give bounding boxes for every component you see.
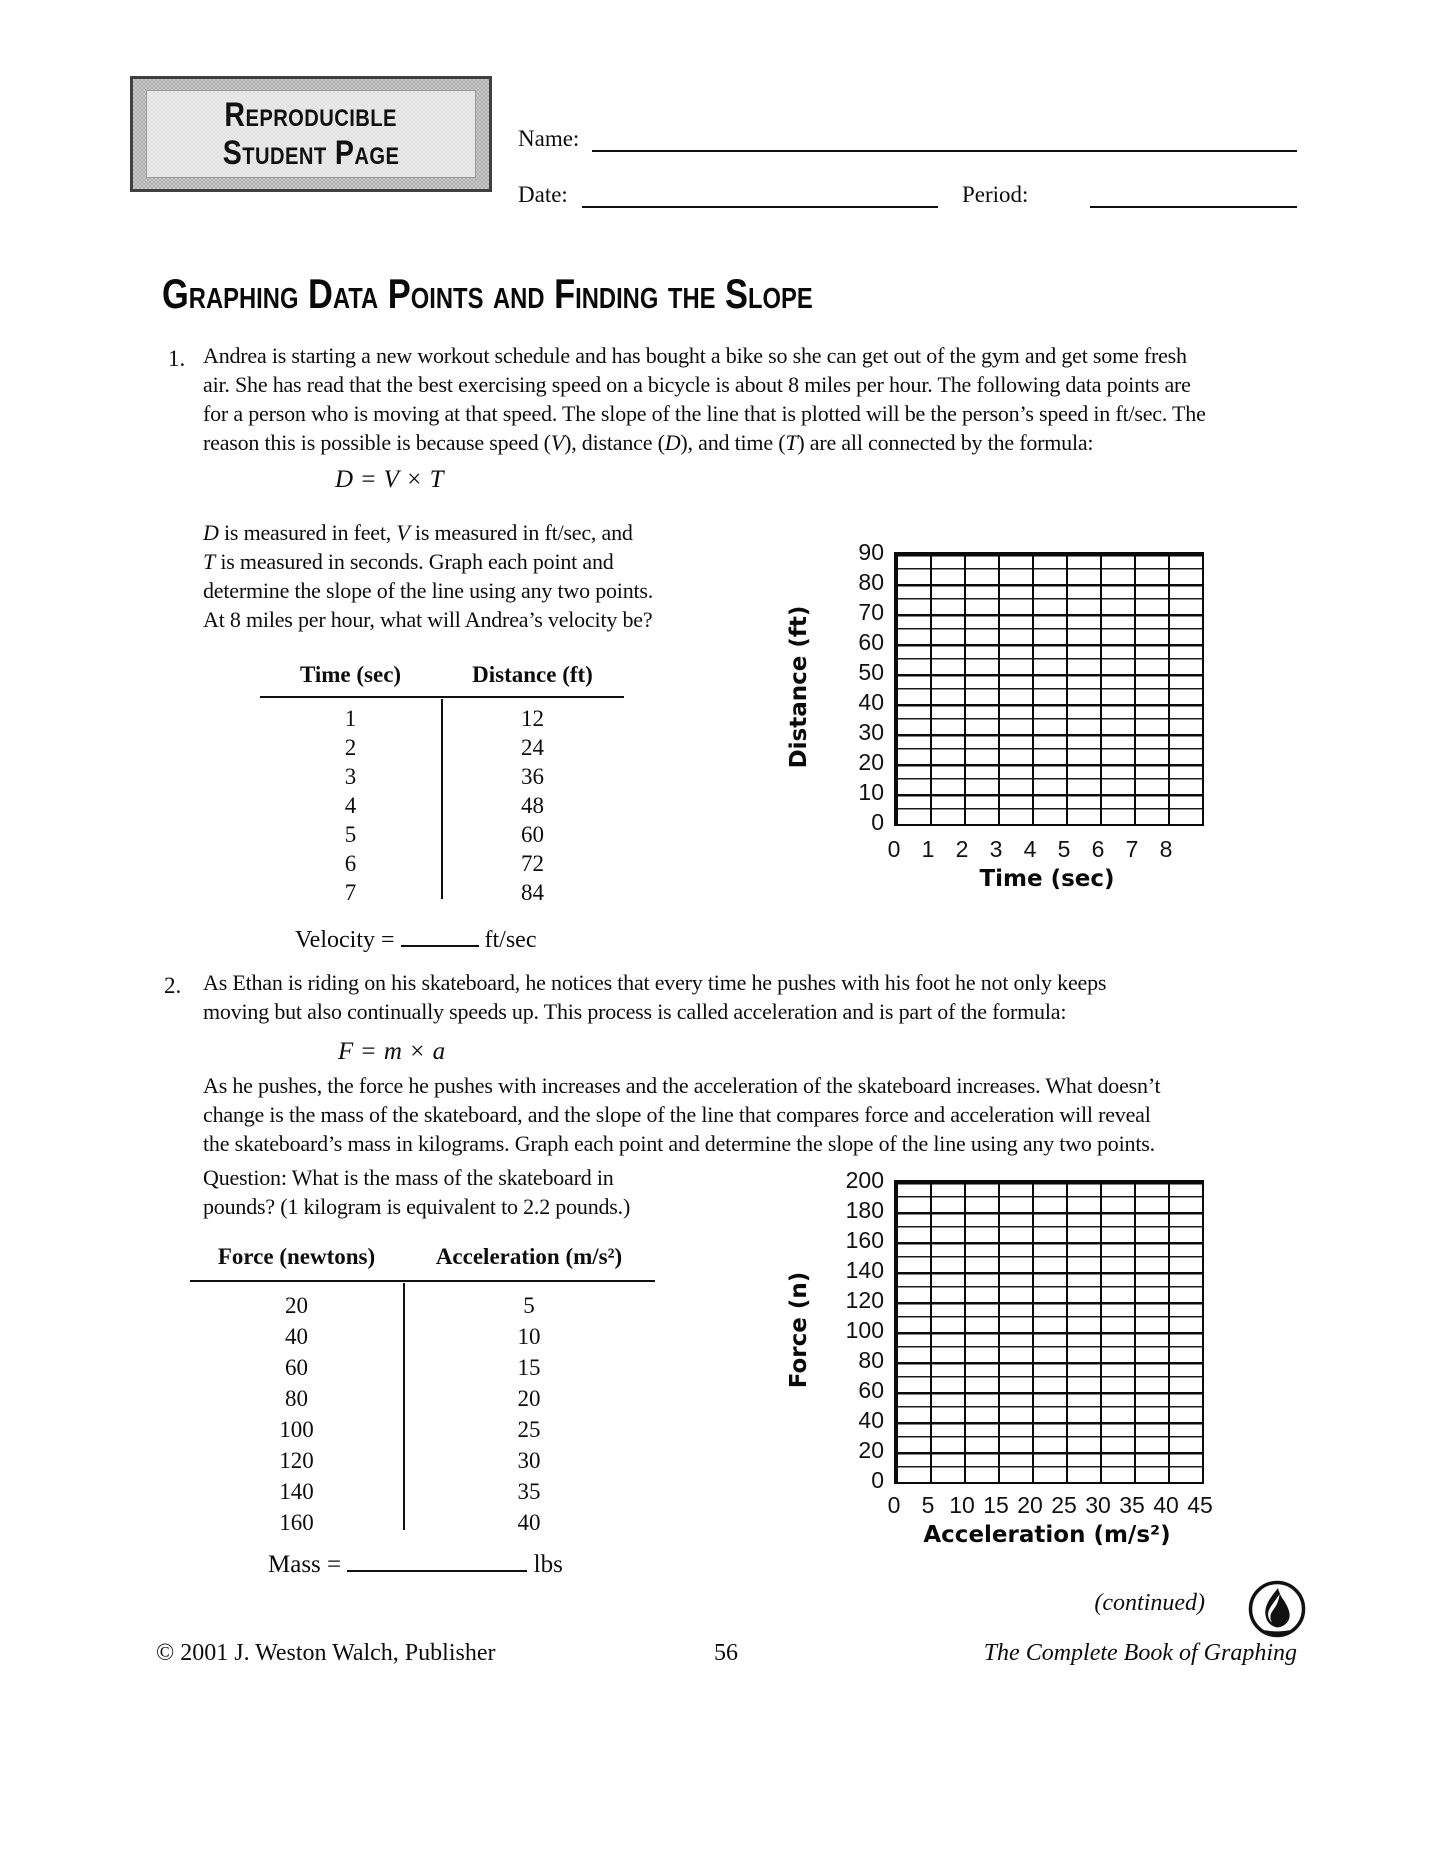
y-tick-label: 40: [858, 689, 884, 715]
x-tick-label: 3: [989, 836, 1003, 862]
badge-line-1: Reproducible: [224, 96, 398, 134]
text-segment: ×: [402, 1038, 433, 1065]
x-tick-label: 25: [1051, 1492, 1077, 1518]
page-title: Graphing Data Points and Finding the Slope: [162, 270, 813, 317]
text-segment: V: [383, 466, 400, 493]
flame-icon: [1245, 1578, 1309, 1642]
text-line: 7: [344, 880, 357, 905]
text-segment: T: [429, 466, 445, 493]
y-tick-label: 180: [845, 1197, 884, 1223]
text-line: Question: What is the mass of the skateboard in: [203, 1165, 614, 1190]
x-tick-label: 35: [1119, 1492, 1145, 1518]
publisher-flame-logo: [1245, 1578, 1309, 1642]
continued-note: (continued): [1094, 1590, 1205, 1616]
force-acceleration-table: [190, 1244, 655, 1544]
x-axis-title: Acceleration (m/s²): [923, 1522, 1171, 1548]
text-line: pounds? (1 kilogram is equivalent to 2.2 pounds.): [203, 1194, 631, 1219]
text-line: 160: [279, 1510, 314, 1535]
text-segment: D: [664, 430, 681, 455]
text-line: 12: [521, 706, 544, 731]
text-segment: ×: [399, 466, 430, 493]
table2-force-values: [190, 1290, 403, 1538]
y-tick-label: 100: [845, 1317, 884, 1343]
text-line: 36: [521, 764, 544, 789]
table2-acceleration-values: [403, 1290, 655, 1538]
text-line: 72: [521, 851, 544, 876]
table1-distance-values: [441, 704, 624, 907]
y-tick-label: 140: [845, 1257, 884, 1283]
problem1-intro: [203, 341, 1206, 457]
text-line: determine the slope of the line using any two points.: [203, 578, 654, 603]
text-line: 1: [344, 706, 357, 731]
text-line: 35: [517, 1479, 541, 1504]
x-axis-title: Time (sec): [979, 866, 1115, 892]
problem2-question: [203, 1163, 630, 1221]
text-segment: =: [354, 1038, 384, 1065]
problem1-number: 1.: [168, 346, 186, 371]
y-tick-label: 0: [871, 809, 884, 835]
y-tick-label: 80: [858, 1347, 884, 1373]
velocity-answer-prefix: Velocity =: [295, 927, 395, 953]
mass-answer-suffix: lbs: [533, 1551, 563, 1578]
text-segment: V: [550, 430, 565, 455]
text-line: change is the mass of the skateboard, and the slope of the line that compares force and acceleration will reveal: [203, 1102, 1151, 1127]
y-tick-label: 20: [858, 1437, 884, 1463]
period-label: Period:: [962, 182, 1029, 207]
x-tick-label: 10: [949, 1492, 975, 1518]
badge-line-2: Student Page: [222, 134, 400, 172]
x-tick-label: 15: [983, 1492, 1009, 1518]
text-line: 20: [285, 1293, 308, 1318]
text-segment: T: [785, 430, 798, 455]
y-tick-label: 160: [845, 1227, 884, 1253]
text-segment: V: [396, 520, 410, 545]
text-line: 25: [517, 1417, 541, 1442]
text-segment: is measured in seconds. Graph each point and: [215, 549, 614, 574]
y-tick-label: 70: [858, 599, 884, 625]
text-segment: ), and time (: [680, 430, 786, 455]
text-line: [203, 428, 1206, 457]
plot-grid[interactable]: [894, 552, 1204, 826]
text-segment: m: [383, 1038, 403, 1065]
text-segment: ) are all connected by the formula:: [797, 430, 1094, 455]
mass-answer-blank[interactable]: [347, 1550, 527, 1572]
problem2-number: 2.: [164, 973, 182, 998]
footer-book-title: The Complete Book of Graphing: [983, 1640, 1297, 1666]
table2-header-rule: [190, 1280, 655, 1282]
text-line: 60: [285, 1355, 308, 1380]
text-line: 3: [344, 764, 357, 789]
text-line: 5: [523, 1293, 535, 1318]
text-line: Andrea is starting a new workout schedule and has bought a bike so she can get out of the gym and get some fresh: [203, 343, 1187, 368]
table1-col2-header: Distance (ft): [472, 662, 593, 687]
footer-page-number: 56: [714, 1640, 738, 1666]
x-tick-label: 1: [921, 836, 935, 862]
text-line: 40: [285, 1324, 308, 1349]
text-line: As he pushes, the force he pushes with increases and the acceleration of the skateboard increases. What doesn’t: [203, 1073, 1161, 1098]
reproducible-badge-panel: [146, 90, 476, 178]
text-segment: F: [338, 1038, 355, 1065]
text-line: 5: [344, 822, 357, 847]
text-line: [203, 547, 653, 576]
text-line: 80: [285, 1386, 308, 1411]
text-line: 10: [517, 1324, 541, 1349]
text-segment: D: [203, 520, 219, 545]
x-tick-label: 8: [1159, 836, 1173, 862]
text-line: 20: [517, 1386, 541, 1411]
text-line: 2: [344, 735, 357, 760]
x-tick-label: 2: [955, 836, 969, 862]
table1-time-values: [260, 704, 441, 907]
text-line: the skateboard’s mass in kilograms. Graph each point and determine the slope of the line using any two points.: [203, 1131, 1155, 1156]
period-blank-line[interactable]: [1090, 206, 1297, 208]
y-tick-label: 40: [858, 1407, 884, 1433]
text-line: 48: [521, 793, 544, 818]
y-tick-label: 10: [858, 779, 884, 805]
text-segment: T: [203, 549, 216, 574]
problem2-description: [203, 1071, 1160, 1158]
x-tick-label: 5: [1057, 836, 1071, 862]
reproducible-badge: [130, 76, 492, 192]
velocity-answer-blank[interactable]: [401, 925, 479, 947]
problem2-intro: [203, 968, 1106, 1026]
name-label: Name:: [518, 126, 580, 151]
date-label: Date:: [518, 182, 568, 207]
x-tick-label: 20: [1017, 1492, 1043, 1518]
text-line: 40: [517, 1510, 541, 1535]
y-tick-label: 60: [858, 629, 884, 655]
y-axis-title: Distance (ft): [786, 605, 812, 769]
text-line: for a person who is moving at that speed. The slope of the line that is plotted will be the person’s speed in ft/sec. The: [203, 401, 1206, 426]
text-segment: reason this is possible is because speed (: [203, 430, 551, 455]
text-line: 6: [344, 851, 357, 876]
text-line: As Ethan is riding on his skateboard, he notices that every time he pushes with his foot he not only keeps: [203, 970, 1107, 995]
x-tick-label: 45: [1187, 1492, 1213, 1518]
x-tick-label: 40: [1153, 1492, 1179, 1518]
time-distance-table: [260, 662, 624, 905]
y-tick-label: 30: [858, 719, 884, 745]
text-line: At 8 miles per hour, what will Andrea’s velocity be?: [203, 607, 653, 632]
problem2-formula: [338, 1038, 446, 1066]
y-tick-label: 0: [871, 1467, 884, 1493]
text-line: 30: [517, 1448, 541, 1473]
table2-col1-header: Force (newtons): [217, 1244, 376, 1269]
text-segment: is measured in feet,: [218, 520, 397, 545]
table2-col2-header: Acceleration (m/s²): [435, 1244, 623, 1269]
table1-col1-header: Time (sec): [299, 662, 402, 687]
y-tick-label: 20: [858, 749, 884, 775]
y-tick-label: 120: [845, 1287, 884, 1313]
x-tick-label: 6: [1091, 836, 1105, 862]
text-segment: ), distance (: [564, 430, 665, 455]
y-tick-label: 60: [858, 1377, 884, 1403]
text-line: [203, 518, 653, 547]
text-line: 140: [279, 1479, 314, 1504]
text-line: 24: [521, 735, 544, 760]
date-blank-line[interactable]: [582, 206, 938, 208]
text-line: 60: [521, 822, 544, 847]
x-tick-label: 4: [1023, 836, 1037, 862]
problem1-description: [203, 518, 653, 634]
problem1-formula: [335, 466, 444, 494]
text-segment: is measured in ft/sec, and: [409, 520, 633, 545]
velocity-answer-suffix: ft/sec: [484, 927, 537, 953]
footer-copyright: © 2001 J. Weston Walch, Publisher: [156, 1640, 496, 1666]
text-line: 84: [521, 880, 544, 905]
y-tick-label: 50: [858, 659, 884, 685]
text-line: 4: [344, 793, 357, 818]
x-tick-label: 30: [1085, 1492, 1111, 1518]
y-tick-label: 80: [858, 569, 884, 595]
x-tick-label: 7: [1125, 836, 1139, 862]
text-segment: a: [432, 1038, 447, 1065]
text-line: 120: [279, 1448, 314, 1473]
y-tick-label: 90: [858, 539, 884, 565]
velocity-answer-line: [295, 925, 537, 954]
name-blank-line[interactable]: [592, 150, 1297, 152]
text-line: moving but also continually speeds up. This process is called acceleration and is part of the formula:: [203, 999, 1067, 1024]
y-tick-label: 200: [845, 1167, 884, 1193]
x-tick-label: 5: [921, 1492, 935, 1518]
y-axis-title: Force (n): [786, 1271, 812, 1389]
mass-answer-line: [268, 1550, 563, 1579]
mass-answer-prefix: Mass =: [268, 1551, 342, 1578]
table1-header-rule: [260, 696, 624, 698]
plot-grid[interactable]: [894, 1180, 1204, 1484]
text-segment: =: [354, 466, 384, 493]
text-line: 15: [517, 1355, 541, 1380]
x-tick-label: 0: [887, 1492, 901, 1518]
text-segment: D: [335, 466, 355, 493]
text-line: air. She has read that the best exercising speed on a bicycle is about 8 miles per hour. The following data points are: [203, 372, 1191, 397]
x-tick-label: 0: [887, 836, 901, 862]
text-line: 100: [279, 1417, 314, 1442]
